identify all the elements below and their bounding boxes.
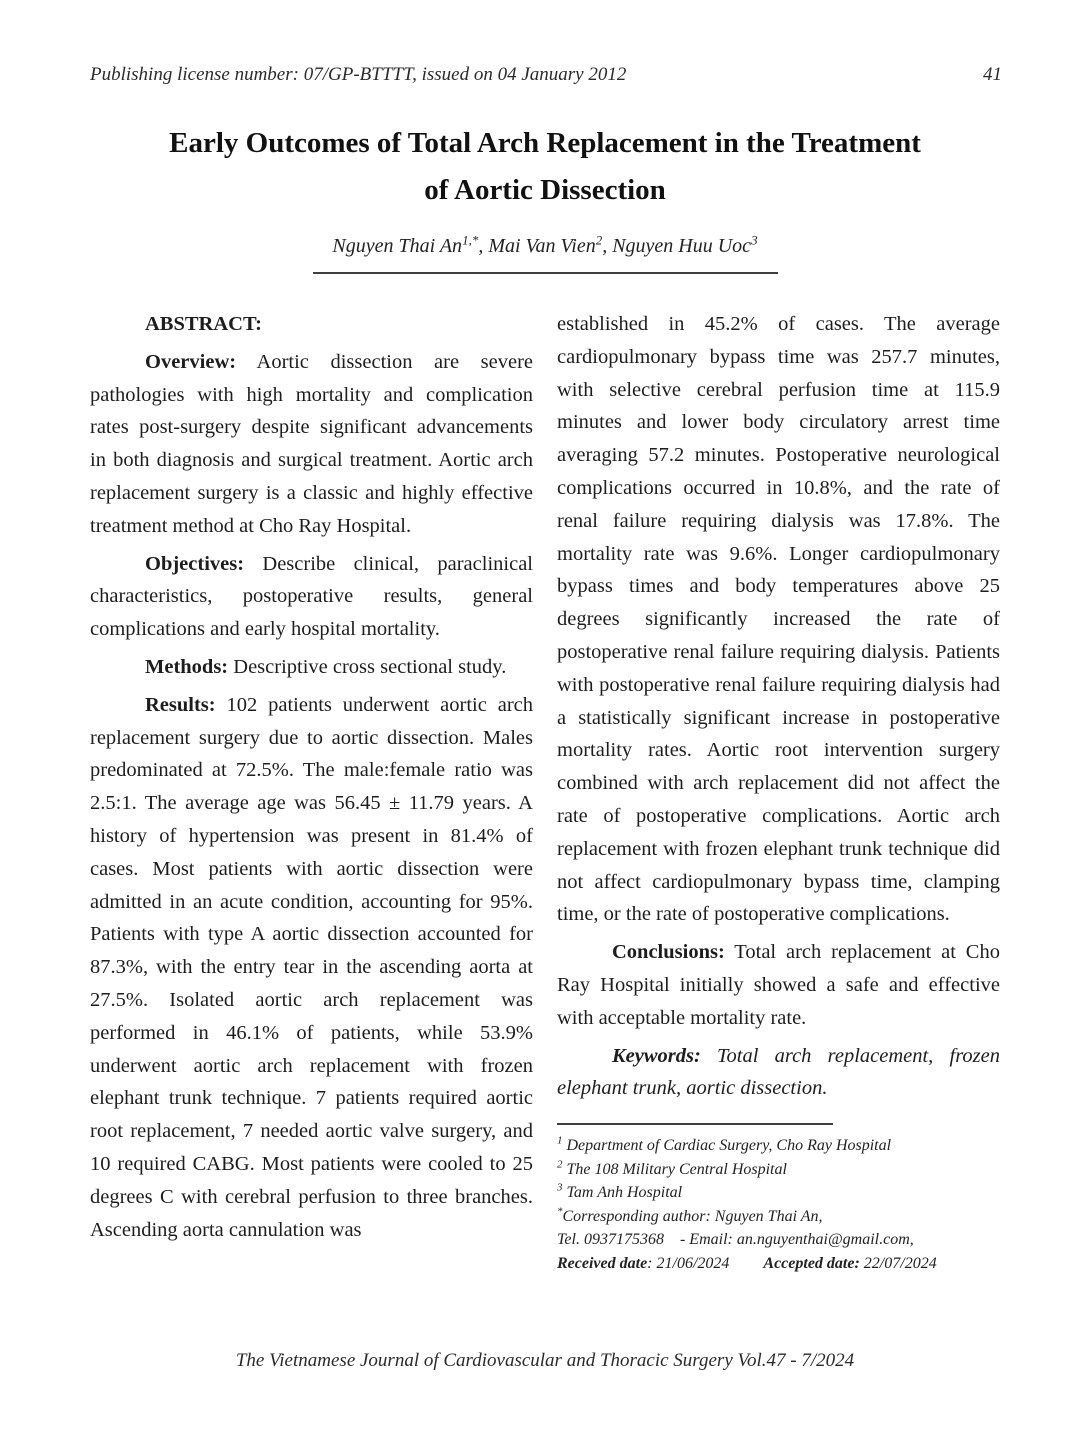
footnote-text: Department of Cardiac Surgery, Cho Ray Hospital (562, 1137, 892, 1155)
footnote-marker: 1 (557, 1134, 563, 1147)
author (612, 232, 758, 257)
contact-footnote: Tel. 0937175368 - Email: an.nguyenthai@gmail.com, (557, 1231, 914, 1249)
results-paragraph-continuation (557, 308, 1000, 931)
affiliation-footnote (557, 1181, 1000, 1205)
author-affiliation-marker: 2 (595, 232, 603, 248)
running-header (90, 64, 1002, 86)
footnote-marker: * (557, 1205, 563, 1218)
objectives-label: Objectives: (145, 552, 245, 575)
objectives-text: Describe clinical, paraclinical characteristics, postoperative results, general complications and early hospital mortality. (90, 552, 533, 641)
author (332, 232, 489, 257)
article-title (0, 0, 1090, 214)
publishing-license-text: Publishing license number: 07/GP-BTTTT, issued on 04 January 2012 (90, 64, 627, 85)
affiliation-footnote (557, 1134, 1000, 1158)
methods-label: Methods: (145, 655, 229, 678)
received-date-label: Received date (557, 1254, 648, 1272)
footnote-text: Tam Anh Hospital (562, 1184, 683, 1202)
footnote-text: Corresponding author: Nguyen Thai An, (562, 1207, 823, 1225)
journal-footer: The Vietnamese Journal of Cardiovascular and Thoracic Surgery Vol.47 - 7/2024 (235, 1350, 855, 1371)
footnote-marker: 2 (557, 1158, 563, 1171)
article-title-line2: of Aortic Dissection (424, 174, 666, 206)
conclusions-text: Total arch replacement at Cho Ray Hospital initially showed a safe and effective with acceptable mortality rate. (557, 941, 1000, 1029)
overview-paragraph (90, 346, 533, 543)
authors-line (0, 232, 1090, 260)
article-title-line1: Early Outcomes of Total Arch Replacement in the Treatment (169, 127, 921, 159)
author-separator: , (478, 235, 489, 257)
author-name: Mai Van Vien (488, 235, 596, 257)
accepted-date-label: Accepted date: (763, 1254, 860, 1272)
author-name: Nguyen Huu Uoc (612, 235, 752, 257)
corresponding-author-footnote (557, 1205, 1000, 1229)
right-column (557, 308, 1000, 1275)
page-number: 41 (983, 64, 1002, 85)
abstract-heading (90, 308, 533, 341)
results-label: Results: (145, 693, 216, 716)
results-paragraph-left (90, 689, 533, 1247)
results-text-left: 102 patients underwent aortic arch replacement surgery due to aortic dissection. Males predominated at 72.5%. The male:female ratio was 2.5:1. The average age was 56.45 ± 11.79 years. A history of hypertension was present in 81.4% of cases. Most patients with aortic dissection were admitted in an acute condition, accounting for 95%. Patients with type A aortic dissection accounted for 87.3%, with the entry tear in the ascending aorta at 27.5%. Isolated aortic arch replacement was performed in 46.1% of patients, while 53.9% underwent aortic arch replacement with frozen elephant trunk technique. 7 patients required aortic root replacement, 7 needed aortic valve surgery, and 10 required CABG. Most patients were cooled to 25 degrees C with cerebral perfusion to three branches. Ascending aorta cannulation was (90, 693, 533, 1241)
author-affiliation-marker: 3 (751, 232, 758, 248)
author-name: Nguyen Thai An (332, 235, 463, 257)
author-affiliation-marker: 1,* (462, 232, 479, 248)
left-column (90, 308, 533, 1275)
footnote-marker: 3 (557, 1181, 563, 1194)
overview-text: Aortic dissection are severe pathologies with high mortality and complication rates post-surgery despite significant advancements in both diagnosis and surgical treatment. Aortic arch replacement surgery is a classic and highly effective treatment method at Cho Ray Hospital. (90, 350, 533, 537)
received-date-value: : 21/06/2024 (647, 1254, 730, 1272)
abstract-heading-label: ABSTRACT: (145, 313, 262, 335)
dates-footnote (557, 1252, 1000, 1276)
footnote-separator-rule (557, 1123, 833, 1125)
received-date (557, 1255, 729, 1272)
results-text-right: established in 45.2% of cases. The average cardiopulmonary bypass time was 257.7 minutes, with selective cerebral perfusion time at 115.9 minutes and lower body circulatory arrest time averaging 57.2 minutes. Postoperative neurological complications occurred in 10.8%, and the rate of renal failure requiring dialysis was 17.8%. The mortality rate was 9.6%. Longer cardiopulmonary bypass times and body temperatures above 25 degrees significantly increased the rate of postoperative renal failure requiring dialysis. Patients with postoperative renal failure requiring dialysis had a statistically significant increase in postoperative mortality rates. Aortic root intervention surgery combined with arch replacement did not affect the rate of postoperative complications. Aortic arch replacement with frozen elephant trunk technique did not affect cardiopulmonary bypass time, clamping time, or the rate of postoperative complications. (557, 313, 1000, 926)
conclusions-paragraph (557, 936, 1000, 1034)
accepted-date (763, 1255, 936, 1272)
affiliation-footnote (557, 1158, 1000, 1182)
accepted-date-value: 22/07/2024 (859, 1254, 937, 1272)
author (488, 232, 613, 257)
abstract-columns (0, 274, 1090, 1275)
footnote-text: The 108 Military Central Hospital (562, 1160, 787, 1178)
methods-text: Descriptive cross sectional study. (228, 655, 507, 678)
keywords-label: Keywords: (612, 1044, 701, 1067)
conclusions-label: Conclusions: (612, 941, 725, 964)
footnotes-block (557, 1123, 1000, 1275)
keywords-paragraph (557, 1040, 1000, 1106)
author-separator: , (602, 235, 613, 257)
keywords-text: Total arch replacement, frozen elephant trunk, aortic dissection. (557, 1044, 1000, 1100)
methods-paragraph (90, 651, 533, 684)
overview-label: Overview: (145, 350, 237, 373)
objectives-paragraph (90, 548, 533, 646)
